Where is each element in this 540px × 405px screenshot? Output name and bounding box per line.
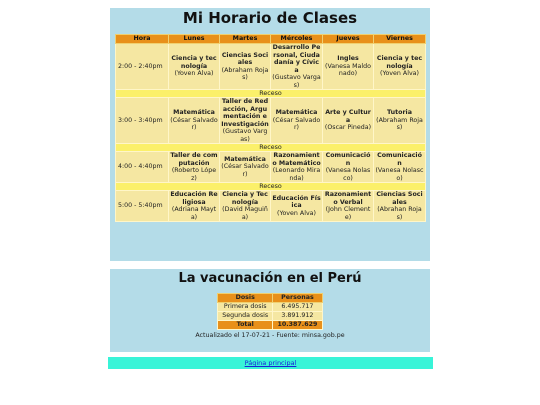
column-header-hora: Hora — [116, 35, 169, 44]
schedule-table — [115, 34, 426, 222]
recess-label: Receso — [116, 183, 426, 191]
time-slot: 3:00 - 3:40pm — [116, 98, 169, 144]
teacher-name: (Yoven Alva) — [174, 70, 214, 78]
schedule-header-row — [116, 35, 426, 44]
class-cell — [374, 44, 426, 90]
recess-row — [116, 183, 426, 191]
teacher-name: (Roberto López) — [171, 167, 217, 182]
class-cell — [169, 152, 220, 183]
dose-label: Segunda dosis — [218, 312, 273, 321]
home-link-bar — [108, 357, 433, 369]
column-header-dosis: Dosis — [218, 294, 273, 303]
column-header-viernes: Viernes — [374, 35, 426, 44]
class-cell — [169, 191, 220, 222]
vaccination-title: La vacunación en el Perú — [178, 271, 362, 286]
teacher-name: (Adriana Mayta) — [171, 206, 217, 221]
subject-name: Matemática — [173, 109, 215, 117]
home-link[interactable]: Página principal — [244, 359, 297, 367]
teacher-name: (John Clemente) — [325, 206, 371, 221]
schedule-body — [116, 44, 426, 222]
total-count: 10.387.629 — [273, 321, 323, 330]
subject-name: Taller de Redacción, Argumentación e Investigación — [221, 98, 269, 128]
class-cell — [271, 152, 323, 183]
teacher-name: (Leonardo Miranda) — [272, 167, 321, 182]
recess-row — [116, 144, 426, 152]
class-cell — [323, 191, 374, 222]
subject-name: Ciencia y Tecnología — [222, 191, 268, 206]
teacher-name: (David Maguiña) — [222, 206, 268, 221]
teacher-name: (Vanesa Nolasco) — [375, 167, 424, 182]
vaccination-panel — [110, 269, 430, 352]
schedule-title: Mi Horario de Clases — [182, 9, 358, 27]
class-cell — [220, 191, 271, 222]
teacher-name: (Abraham Rojas) — [376, 116, 423, 132]
subject-name: Tutoria — [387, 109, 412, 117]
total-row — [218, 321, 322, 330]
class-cell — [271, 44, 323, 90]
recess-row — [116, 90, 426, 98]
subject-name: Ciencias Sociales — [376, 191, 423, 206]
dose-label: Primera dosis — [218, 303, 273, 312]
teacher-name: (Vanesa Maldonado) — [324, 62, 372, 78]
class-cell — [169, 44, 220, 90]
column-header-jueves: Jueves — [323, 35, 374, 44]
teacher-name: (Gustavo Vargas) — [272, 74, 321, 89]
table-row — [218, 303, 322, 312]
class-cell — [323, 44, 374, 90]
vaccination-table — [217, 293, 322, 330]
subject-name: Taller de computación — [170, 152, 218, 167]
teacher-name: (César Salvador) — [170, 116, 218, 132]
subject-name: Educación Física — [272, 194, 321, 210]
schedule-row — [116, 44, 426, 90]
vaccination-source-note: Actualizado el 17-07-21 - Fuente: minsa.gob.pe — [195, 332, 345, 339]
class-cell — [271, 98, 323, 144]
subject-name: Matemática — [275, 109, 318, 117]
subject-name: Ingles — [337, 55, 359, 63]
schedule-panel — [110, 8, 430, 261]
class-cell — [220, 44, 271, 90]
class-cell — [220, 98, 271, 144]
class-cell — [374, 152, 426, 183]
teacher-name: (Gustavo Vargas) — [222, 128, 268, 143]
teacher-name: (César Salvador) — [221, 163, 269, 178]
teacher-name: (Abrahan Rojas) — [377, 206, 422, 221]
subject-name: Educación Religiosa — [170, 191, 218, 206]
column-header-miercoles: Mércoles — [271, 35, 323, 44]
subject-name: Ciencia y tecnología — [376, 55, 423, 70]
subject-name: Ciencias Sociales — [221, 51, 269, 66]
schedule-row — [116, 98, 426, 144]
teacher-name: (Vanesa Nolasco) — [325, 167, 371, 182]
schedule-row — [116, 152, 426, 183]
time-slot: 4:00 - 4:40pm — [116, 152, 169, 183]
subject-name: Razonamiento Matemático — [272, 152, 321, 167]
column-header-lunes: Lunes — [169, 35, 220, 44]
subject-name: Desarrollo Personal, Ciudadanía y Cívica — [272, 44, 321, 74]
recess-label: Receso — [116, 144, 426, 152]
class-cell — [323, 152, 374, 183]
table-row — [218, 312, 322, 321]
class-cell — [169, 98, 220, 144]
class-cell — [374, 191, 426, 222]
subject-name: Comunicación — [325, 152, 371, 167]
teacher-name: (César Salvador) — [272, 116, 321, 132]
teacher-name: (Yoven Alva) — [276, 209, 316, 217]
dose-count: 3.891.912 — [273, 312, 323, 321]
class-cell — [374, 98, 426, 144]
class-cell — [323, 98, 374, 144]
column-header-martes: Martes — [220, 35, 271, 44]
schedule-row — [116, 191, 426, 222]
column-header-personas: Personas — [273, 294, 323, 303]
subject-name: Arte y Cultura — [325, 109, 371, 124]
time-slot: 2:00 - 2:40pm — [116, 44, 169, 90]
time-slot: 5:00 - 5:40pm — [116, 191, 169, 222]
vaccination-header-row — [218, 294, 322, 303]
class-cell — [220, 152, 271, 183]
teacher-name: (Oscar Pineda) — [324, 124, 372, 132]
subject-name: Matemática — [224, 155, 266, 163]
recess-label: Receso — [116, 90, 426, 98]
dose-count: 6.495.717 — [273, 303, 323, 312]
subject-name: Razonamiento Verbal — [324, 191, 372, 206]
teacher-name: (Yoven Alva) — [379, 70, 419, 78]
subject-name: Ciencia y tecnología — [171, 55, 217, 70]
total-label: Total — [218, 321, 273, 330]
subject-name: Comunicación — [377, 152, 422, 167]
class-cell — [271, 191, 323, 222]
teacher-name: (Abraham Rojas) — [221, 66, 269, 81]
